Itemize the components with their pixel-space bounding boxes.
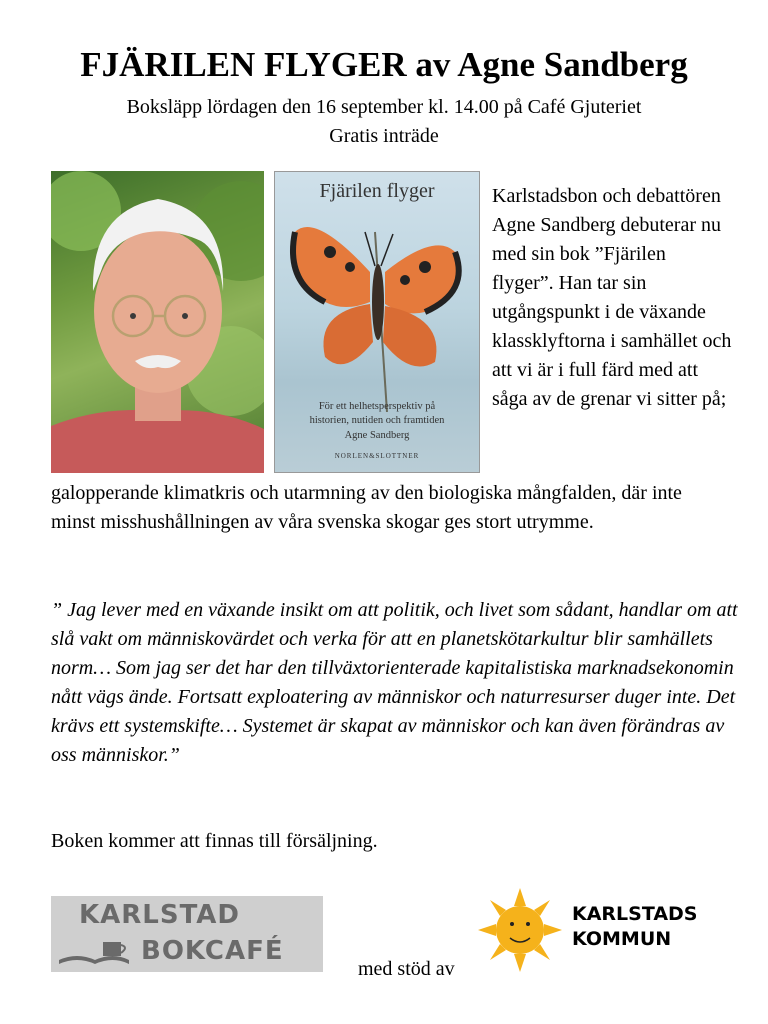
book-cup-icon xyxy=(57,938,137,968)
book-cover-publisher: NORLEN&SLOTTNER xyxy=(334,452,420,460)
book-cover xyxy=(274,171,480,473)
sun-icon xyxy=(478,888,562,972)
book-cover-subtitle xyxy=(275,400,479,428)
intro-side-text: Karlstadsbon och debattören Agne Sandberg debuterar nu med sin bok ”Fjärilen flyger”. Han tar sin utgångspunkt i de växande klassklyftorna i samhället och att vi är i full färd med att såga av de grenar vi sitter på; xyxy=(492,185,732,410)
kommun-logo-line2: KOMMUN xyxy=(572,928,672,950)
bokcafe-logo-line2: BOKCAFÉ xyxy=(141,936,284,966)
intro-full-text: galopperande klimatkris och utarmning av den biologiska mångfalden, där inte minst misshushållningen av våra svenska skogar ges stort utrymme. xyxy=(51,482,682,533)
book-cover-author: Agne Sandberg xyxy=(344,430,410,441)
support-text: med stöd av xyxy=(358,958,455,980)
karlstads-kommun-logo xyxy=(572,902,698,952)
butterfly-illustration xyxy=(275,192,480,412)
author-quote: ” Jag lever med en växande insikt om att politik, och livet som sådant, handlar om att slå vakt om människovärdet och verka för att en planetskötarkultur blir samhällets norm… Som jag ser det har den tillväxtorienterade kapitalistiska marknadsekonomin nått vägs ände. Fortsatt exploatering av människor och naturresurser duger inte. Det krävs ett systemskifte… Systemet är skapat av människor och kan även förändras av oss människor.” xyxy=(51,599,738,766)
event-subtitle: Boksläpp lördagen den 16 september kl. 14.00 på Café Gjuteriet xyxy=(126,96,642,118)
karlstad-bokcafe-logo xyxy=(51,896,323,972)
page-title: FJÄRILEN FLYGER av Agne Sandberg xyxy=(80,45,688,84)
admission-text: Gratis inträde xyxy=(329,125,439,147)
book-cover-title: Fjärilen flyger xyxy=(319,180,435,202)
author-photo xyxy=(51,171,264,473)
book-cover-subtitle-line1: För ett helhetsperspektiv på xyxy=(318,401,436,412)
book-cover-subtitle-line2: historien, nutiden och framtiden xyxy=(309,415,445,426)
bokcafe-logo-line1: KARLSTAD xyxy=(79,900,241,930)
kommun-logo-line1: KARLSTADS xyxy=(572,903,698,925)
closing-text: Boken kommer att finnas till försäljning. xyxy=(51,830,378,852)
